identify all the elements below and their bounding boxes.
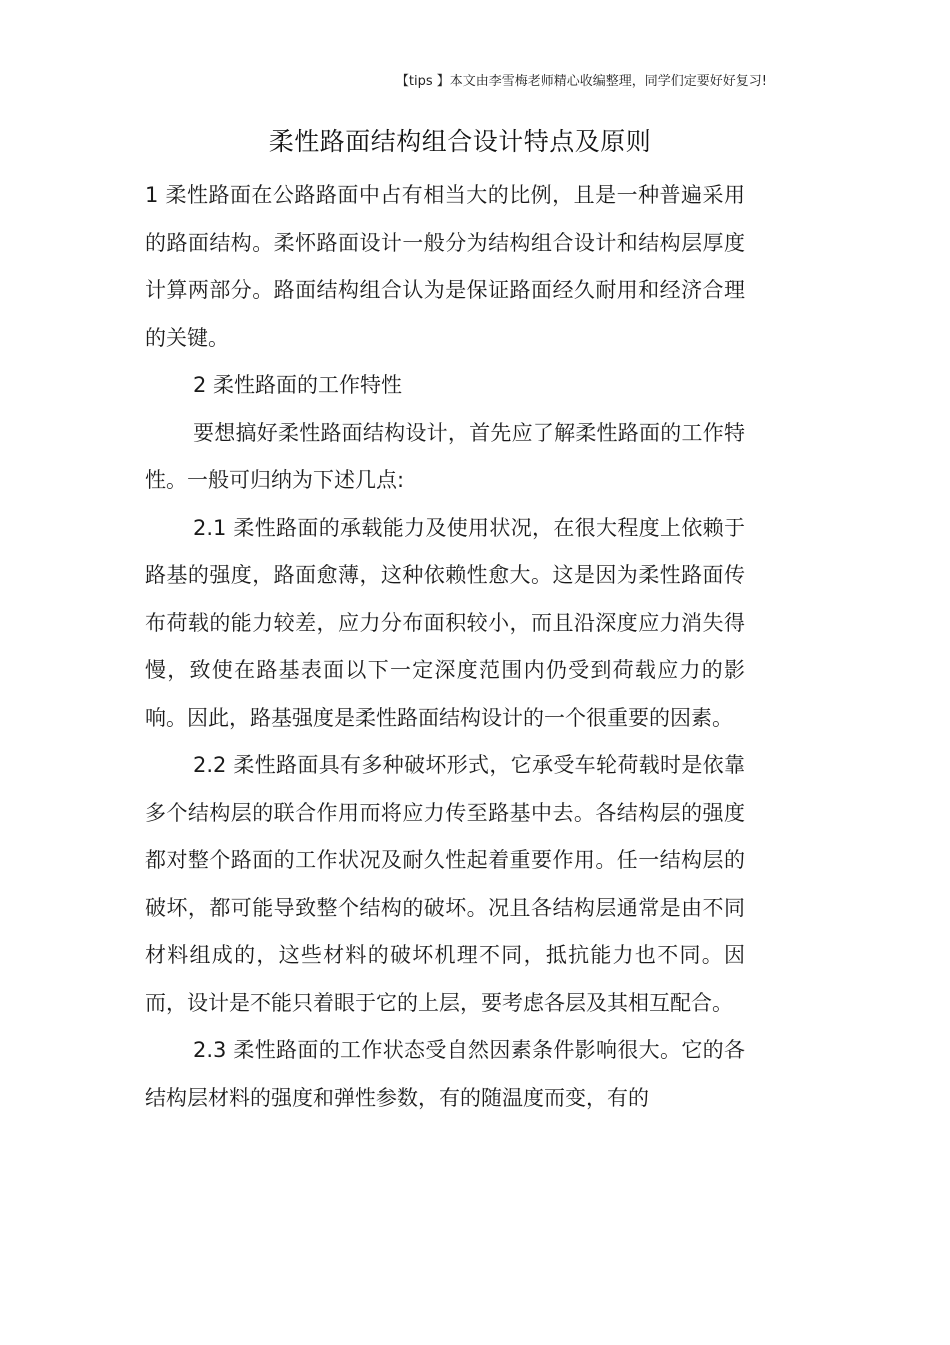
paragraph-1: 1 柔性路面在公路路面中占有相当大的比例，且是一种普遍采用的路面结构。柔怀路面设计一般分为结构组合设计和结构层厚度计算两部分。路面结构组合认为是保证路面经久耐用和经济合理的关键。 xyxy=(145,183,745,350)
paragraph-2-2: 2.2 柔性路面具有多种破坏形式，它承受车轮荷载时是依靠多个结构层的联合作用而将应力传至路基中去。各结构层的强度都对整个路面的工作状况及耐久性起着重要作用。任一结构层的破坏，都可能导致整个结构的破坏。况且各结构层通常是由不同材料组成的，这些材料的破坏机理不同，抵抗能力也不同。因而，设计是不能只着眼于它的上层，要考虑各层及其相互配合。 xyxy=(145,753,745,1015)
document-body xyxy=(145,172,745,1122)
paragraph-2-intro: 要想搞好柔性路面结构设计，首先应了解柔性路面的工作特性。一般可归纳为下述几点: xyxy=(145,420,745,492)
header-tips: 【tips 】本文由李雪梅老师精心收编整理，同学们定要好好复习! xyxy=(395,74,767,89)
section-heading-2: 2 柔性路面的工作特性 xyxy=(193,373,403,397)
document-title: 柔性路面结构组合设计特点及原则 xyxy=(268,127,652,156)
paragraph-2-1: 2.1 柔性路面的承载能力及使用状况，在很大程度上依赖于路基的强度，路面愈薄，这种依赖性愈大。这是因为柔性路面传布荷载的能力较差，应力分布面积较小，而且沿深度应力消失得慢，致使在路基表面以下一定深度范围内仍受到荷载应力的影响。因此，路基强度是柔性路面结构设计的一个很重要的因素。 xyxy=(145,515,745,730)
paragraph-2-3: 2.3 柔性路面的工作状态受自然因素条件影响很大。它的各结构层材料的强度和弹性参数，有的随温度而变，有的 xyxy=(145,1038,745,1110)
